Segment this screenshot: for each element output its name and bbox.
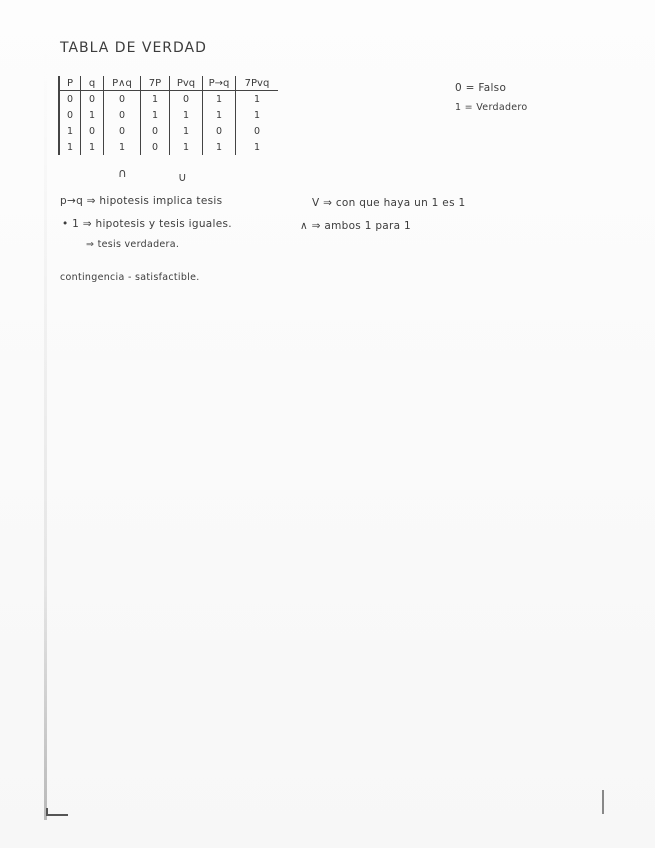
table-cell: 0 <box>59 91 81 108</box>
table-cell: 0 <box>104 107 141 123</box>
table-cell: 1 <box>203 139 236 155</box>
table-cell: 1 <box>236 91 279 108</box>
legend-false: 0 = Falso <box>455 82 507 94</box>
table-cell: 1 <box>236 107 279 123</box>
table-cell: 0 <box>236 123 279 139</box>
note-hypothesis-thesis-equal: • 1 ⇒ hipotesis y tesis iguales. <box>62 218 232 230</box>
header-p-implies-q: P→q <box>203 76 236 91</box>
table-cell: 1 <box>203 91 236 108</box>
table-cell: 0 <box>141 123 170 139</box>
table-cell: 1 <box>170 107 203 123</box>
table-row <box>59 123 278 139</box>
intersection-symbol: ∩ <box>118 166 127 180</box>
page-title: TABLA DE VERDAD <box>60 40 207 56</box>
truth-table <box>58 76 278 155</box>
header-not-p-or-q: 7Pvq <box>236 76 279 91</box>
table-cell: 1 <box>141 107 170 123</box>
table-cell: 1 <box>81 139 104 155</box>
header-p: P <box>59 76 81 91</box>
table-cell: 0 <box>203 123 236 139</box>
table-cell: 1 <box>141 91 170 108</box>
header-not-p: 7P <box>141 76 170 91</box>
table-cell: 0 <box>104 91 141 108</box>
table-cell: 0 <box>170 91 203 108</box>
table-cell: 0 <box>81 91 104 108</box>
table-row <box>59 139 278 155</box>
table-cell: 1 <box>170 139 203 155</box>
legend-true: 1 = Verdadero <box>455 102 528 113</box>
table-cell: 1 <box>81 107 104 123</box>
header-q: q <box>81 76 104 91</box>
table-cell: 1 <box>59 123 81 139</box>
note-implication: p→q ⇒ hipotesis implica tesis <box>60 195 223 207</box>
header-p-and-q: P∧q <box>104 76 141 91</box>
note-or-rule: V ⇒ con que haya un 1 es 1 <box>312 197 466 209</box>
table-cell: 0 <box>141 139 170 155</box>
page-edge-shadow <box>44 40 47 820</box>
header-p-or-q: Pvq <box>170 76 203 91</box>
table-cell: 0 <box>81 123 104 139</box>
note-true-thesis: ⇒ tesis verdadera. <box>86 239 180 250</box>
union-symbol: ∪ <box>178 170 187 184</box>
page-right-mark <box>602 790 604 814</box>
table-row <box>59 91 278 108</box>
note-contingency: contingencia - satisfactible. <box>60 272 200 283</box>
note-and-rule: ∧ ⇒ ambos 1 para 1 <box>300 220 412 232</box>
table-cell: 0 <box>59 107 81 123</box>
table-cell: 1 <box>104 139 141 155</box>
table-cell: 1 <box>203 107 236 123</box>
table-cell: 0 <box>104 123 141 139</box>
truth-table-header-row <box>59 76 278 91</box>
table-cell: 1 <box>59 139 81 155</box>
table-cell: 1 <box>170 123 203 139</box>
page-corner-mark <box>46 808 68 816</box>
table-row <box>59 107 278 123</box>
table-cell: 1 <box>236 139 279 155</box>
